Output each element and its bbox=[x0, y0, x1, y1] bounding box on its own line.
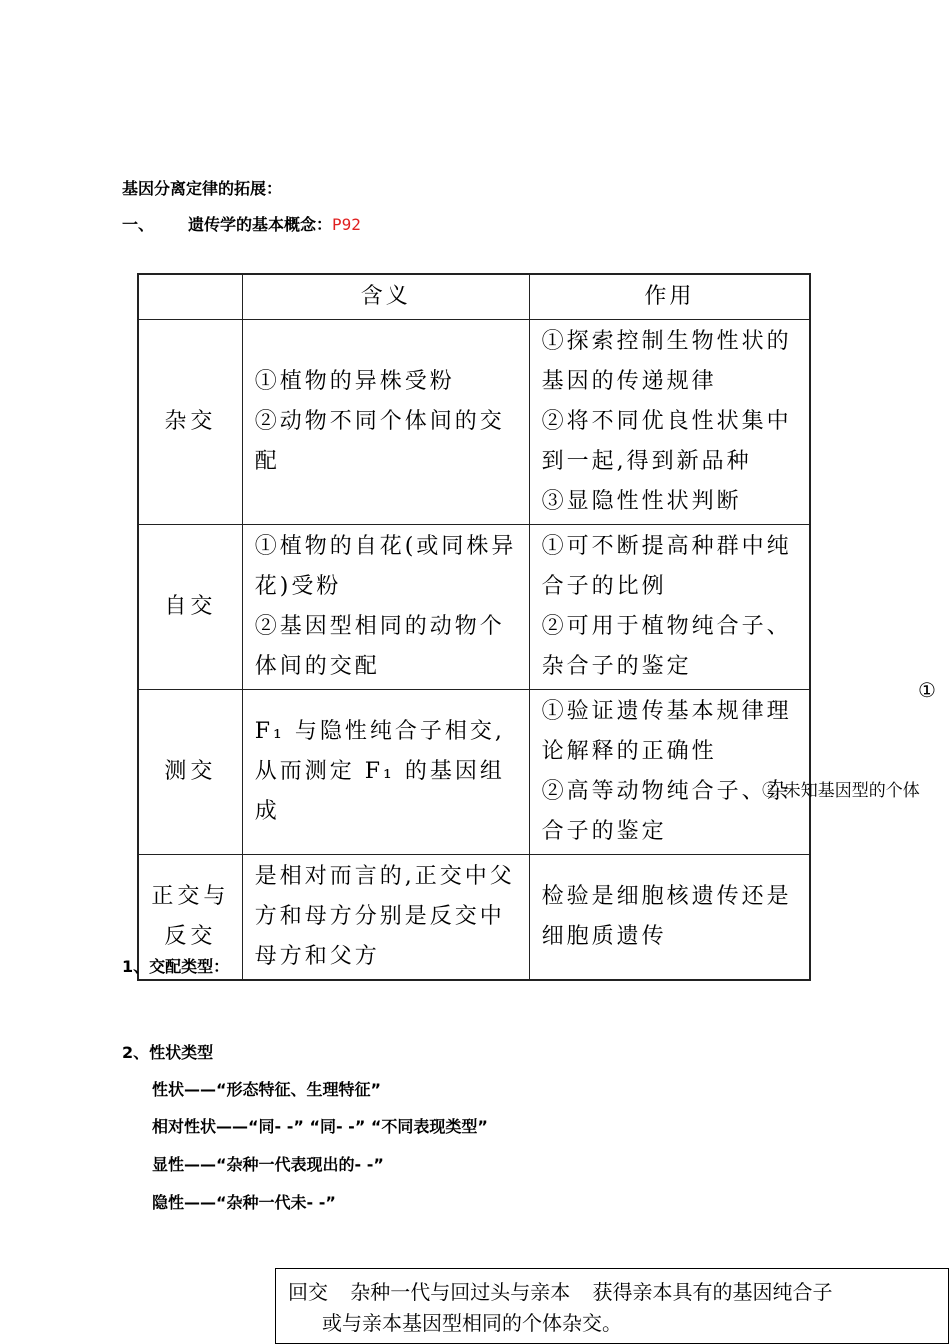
table-cell-term: 正交与反交 bbox=[138, 855, 242, 981]
table-cell-meaning bbox=[242, 855, 529, 981]
use-text: ①验证遗传基本规律理论解释的正确性 ②高等动物纯合子、杂合子的鉴定 bbox=[541, 699, 792, 844]
section-heading-text: 遗传学的基本概念： bbox=[188, 215, 333, 234]
use-text: ①可不断提高种群中纯合子的比例 ②可用于植物纯合子、杂合子的鉴定 bbox=[541, 534, 792, 679]
backcross-line-1: 回交 杂种一代与回过头与亲本 获得亲本具有的基因纯合子 bbox=[288, 1282, 833, 1304]
meaning-text: ①植物的异株受粉 ②动物不同个体间的交配 bbox=[254, 369, 505, 474]
section-heading bbox=[122, 212, 361, 235]
list-item-trait-types: 2、性状类型 bbox=[122, 1043, 214, 1062]
table-cell-use bbox=[529, 690, 810, 855]
table-header-term bbox=[138, 274, 242, 320]
table-row bbox=[138, 690, 810, 855]
table-cell-term: 测交 bbox=[138, 690, 242, 855]
meaning-text: 是相对而言的,正交中父方和母方分别是反交中母方和父方 bbox=[254, 864, 515, 969]
table-row bbox=[138, 525, 810, 690]
table-cell-use bbox=[529, 320, 810, 525]
list-item-mating-types: 1、交配类型： bbox=[122, 957, 230, 976]
margin-note-2: ② 未知基因型的个体 bbox=[762, 781, 920, 800]
table-cell-use bbox=[529, 855, 810, 981]
trait-line: 显性——“杂种一代表现出的- -” bbox=[152, 1155, 384, 1174]
table-row bbox=[138, 320, 810, 525]
document-title: 基因分离定律的拓展： bbox=[122, 179, 283, 198]
table-header-meaning: 含义 bbox=[242, 274, 529, 320]
table-cell-use bbox=[529, 525, 810, 690]
backcross-line-2: 或与亲本基因型相同的个体杂交。 bbox=[322, 1313, 622, 1335]
trait-line: 隐性——“杂种一代未- -” bbox=[152, 1193, 336, 1212]
table-cell-term: 自交 bbox=[138, 525, 242, 690]
table-header-use: 作用 bbox=[529, 274, 810, 320]
meaning-text: ①植物的自花(或同株异花)受粉 ②基因型相同的动物个体间的交配 bbox=[254, 534, 517, 679]
meaning-text: F₁ 与隐性纯合子相交,从而测定 F₁ 的基因组成 bbox=[254, 719, 505, 824]
table-cell-meaning bbox=[242, 525, 529, 690]
table-cell-term: 杂交 bbox=[138, 320, 242, 525]
table-cell-meaning bbox=[242, 320, 529, 525]
trait-line: 相对性状——“同- -” “同- -” “不同表现类型” bbox=[152, 1117, 488, 1136]
genetics-concepts-table bbox=[137, 273, 811, 981]
table-cell-meaning bbox=[242, 690, 529, 855]
margin-note-1: ① bbox=[918, 678, 936, 702]
trait-line: 性状——“形态特征、生理特征” bbox=[152, 1080, 382, 1099]
backcross-note-box bbox=[275, 1268, 949, 1344]
use-text: ①探索控制生物性状的基因的传递规律 ②将不同优良性状集中到一起,得到新品种 ③显隐性性状判断 bbox=[541, 329, 792, 514]
use-text: 检验是细胞核遗传还是细胞质遗传 bbox=[541, 884, 792, 949]
table-row bbox=[138, 855, 810, 981]
table-header-row bbox=[138, 274, 810, 320]
page-reference: P92 bbox=[332, 215, 361, 234]
section-number: 一、 bbox=[122, 215, 155, 234]
